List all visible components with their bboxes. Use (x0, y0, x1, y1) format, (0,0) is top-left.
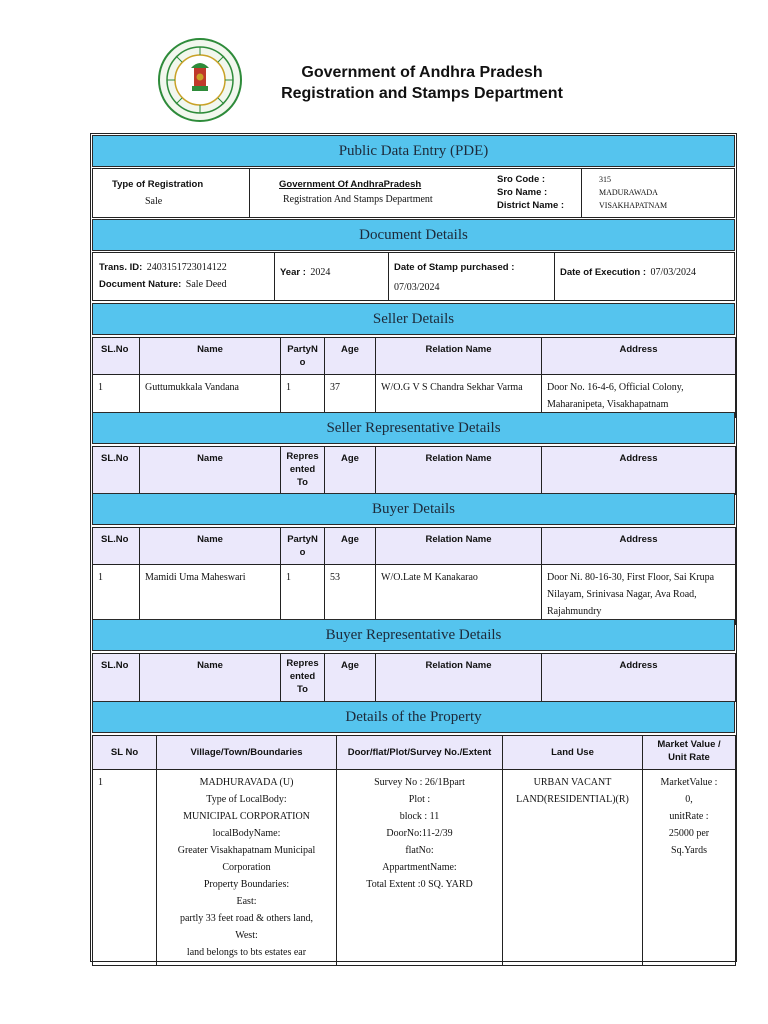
section-header-pde: Public Data Entry (PDE) (92, 135, 735, 167)
col-relation-name: Relation Name (376, 447, 542, 495)
buyer-name: Mamidi Uma Maheswari (140, 565, 281, 625)
buyer-header-row (93, 528, 736, 565)
property-village: MADHURAVADA (U) Type of LocalBody: MUNICIPAL CORPORATION localBodyName: Greater Visakhapatnam Municipal Corporation Property Boundaries: East: partly 33 feet road & others land, West: land belongs to bts estates ear (157, 770, 337, 966)
sro-code-label: Sro Code : (497, 174, 546, 185)
seller-party-no: 1 (281, 375, 325, 418)
property-land-use: URBAN VACANT LAND(RESIDENTIAL)(R) (503, 770, 643, 966)
seller-rep-table (92, 446, 736, 495)
trans-id-value: 2403151723014122 (146, 262, 227, 273)
page-header (0, 0, 768, 130)
execution-date (560, 262, 696, 280)
district-name-value: VISAKHAPATNAM (599, 201, 668, 210)
table-row (93, 770, 736, 966)
section-header-document: Document Details (92, 219, 735, 251)
col-relation-name: Relation Name (376, 654, 542, 702)
col-name: Name (140, 528, 281, 565)
col-party-no: PartyN o (281, 528, 325, 565)
execution-date-value: 07/03/2024 (650, 267, 697, 278)
col-age: Age (325, 528, 376, 565)
col-sl-no: SL.No (93, 528, 140, 565)
district-name-label: District Name : (497, 200, 565, 211)
seller-table (92, 337, 736, 418)
buyer-rep-table (92, 653, 736, 702)
buyer-rep-header-row (93, 654, 736, 702)
col-address: Address (542, 447, 736, 495)
sro-name-label: Sro Name : (497, 187, 548, 198)
department-line-1: Government Of AndhraPradesh (279, 179, 422, 190)
buyer-table (92, 527, 736, 625)
col-sl-no: SL No (93, 736, 157, 770)
property-door-survey: Survey No : 26/1Bpart Plot : block : 11 DoorNo:11-2/39 flatNo: AppartmentName: Total Extent :0 SQ. YARD (337, 770, 503, 966)
seller-relation: W/O.G V S Chandra Sekhar Varma (376, 375, 542, 418)
stamp-date-value: 07/03/2024 (394, 282, 440, 293)
header-line-2: Registration and Stamps Department (281, 85, 563, 102)
col-relation-name: Relation Name (376, 338, 542, 375)
col-market-value: Market Value / Unit Rate (643, 736, 736, 770)
buyer-party-no: 1 (281, 565, 325, 625)
seller-address: Door No. 16-4-6, Official Colony, Maharanipeta, Visakhapatnam (542, 375, 736, 418)
buyer-sl: 1 (93, 565, 140, 625)
seller-sl: 1 (93, 375, 140, 418)
stamp-date-cell (389, 253, 555, 300)
execution-date-label: Date of Execution : (560, 267, 647, 278)
header-line-1: Government of Andhra Pradesh (301, 64, 543, 81)
property-table (92, 735, 736, 966)
trans-cell (93, 253, 275, 300)
document-details-box (92, 252, 735, 301)
seller-name: Guttumukkala Vandana (140, 375, 281, 418)
registration-type-value: Sale (145, 196, 163, 207)
col-address: Address (542, 654, 736, 702)
col-address: Address (542, 528, 736, 565)
sro-name-value: MADURAWADA (599, 188, 658, 197)
registration-type-label: Type of Registration (112, 179, 204, 190)
document-nature-value: Sale Deed (185, 279, 227, 290)
stamp-date-label: Date of Stamp purchased : (394, 262, 515, 273)
col-represented-to: Repres ented To (281, 654, 325, 702)
section-header-seller-rep: Seller Representative Details (92, 412, 735, 444)
sro-code-value: 315 (599, 175, 611, 184)
year-label: Year : (280, 267, 306, 278)
section-header-property: Details of the Property (92, 701, 735, 733)
property-sl: 1 (93, 770, 157, 966)
department-line-2: Registration And Stamps Department (283, 194, 433, 205)
col-age: Age (325, 654, 376, 702)
col-age: Age (325, 338, 376, 375)
col-relation-name: Relation Name (376, 528, 542, 565)
year-value: 2024 (310, 267, 331, 278)
pde-info-box (92, 168, 735, 218)
col-land-use: Land Use (503, 736, 643, 770)
col-sl-no: SL.No (93, 338, 140, 375)
col-sl-no: SL.No (93, 447, 140, 495)
seller-header-row (93, 338, 736, 375)
year-cell (275, 253, 389, 300)
col-door-survey: Door/flat/Plot/Survey No./Extent (337, 736, 503, 770)
registration-type-cell (93, 169, 250, 217)
property-header-row (93, 736, 736, 770)
document-nature-label: Document Nature: (99, 279, 182, 290)
col-sl-no: SL.No (93, 654, 140, 702)
col-party-no: PartyN o (281, 338, 325, 375)
col-village: Village/Town/Boundaries (157, 736, 337, 770)
property-market-value: MarketValue : 0, unitRate : 25000 per Sq.Yards (643, 770, 736, 966)
section-header-buyer: Buyer Details (92, 493, 735, 525)
table-row (93, 565, 736, 625)
col-name: Name (140, 338, 281, 375)
buyer-relation: W/O.Late M Kanakarao (376, 565, 542, 625)
section-header-buyer-rep: Buyer Representative Details (92, 619, 735, 651)
col-represented-to: Repres ented To (281, 447, 325, 495)
col-age: Age (325, 447, 376, 495)
seller-age: 37 (325, 375, 376, 418)
department-title (262, 62, 582, 104)
buyer-age: 53 (325, 565, 376, 625)
section-header-seller: Seller Details (92, 303, 735, 335)
col-address: Address (542, 338, 736, 375)
trans-id-label: Trans. ID: (99, 262, 143, 273)
seller-rep-header-row (93, 447, 736, 495)
buyer-address: Door Ni. 80-16-30, First Floor, Sai Krupa Nilayam, Srinivasa Nagar, Ava Road, Rajahmundry (542, 565, 736, 625)
col-name: Name (140, 447, 281, 495)
sro-info (497, 172, 697, 216)
col-name: Name (140, 654, 281, 702)
andhra-pradesh-emblem-seal (158, 38, 242, 122)
